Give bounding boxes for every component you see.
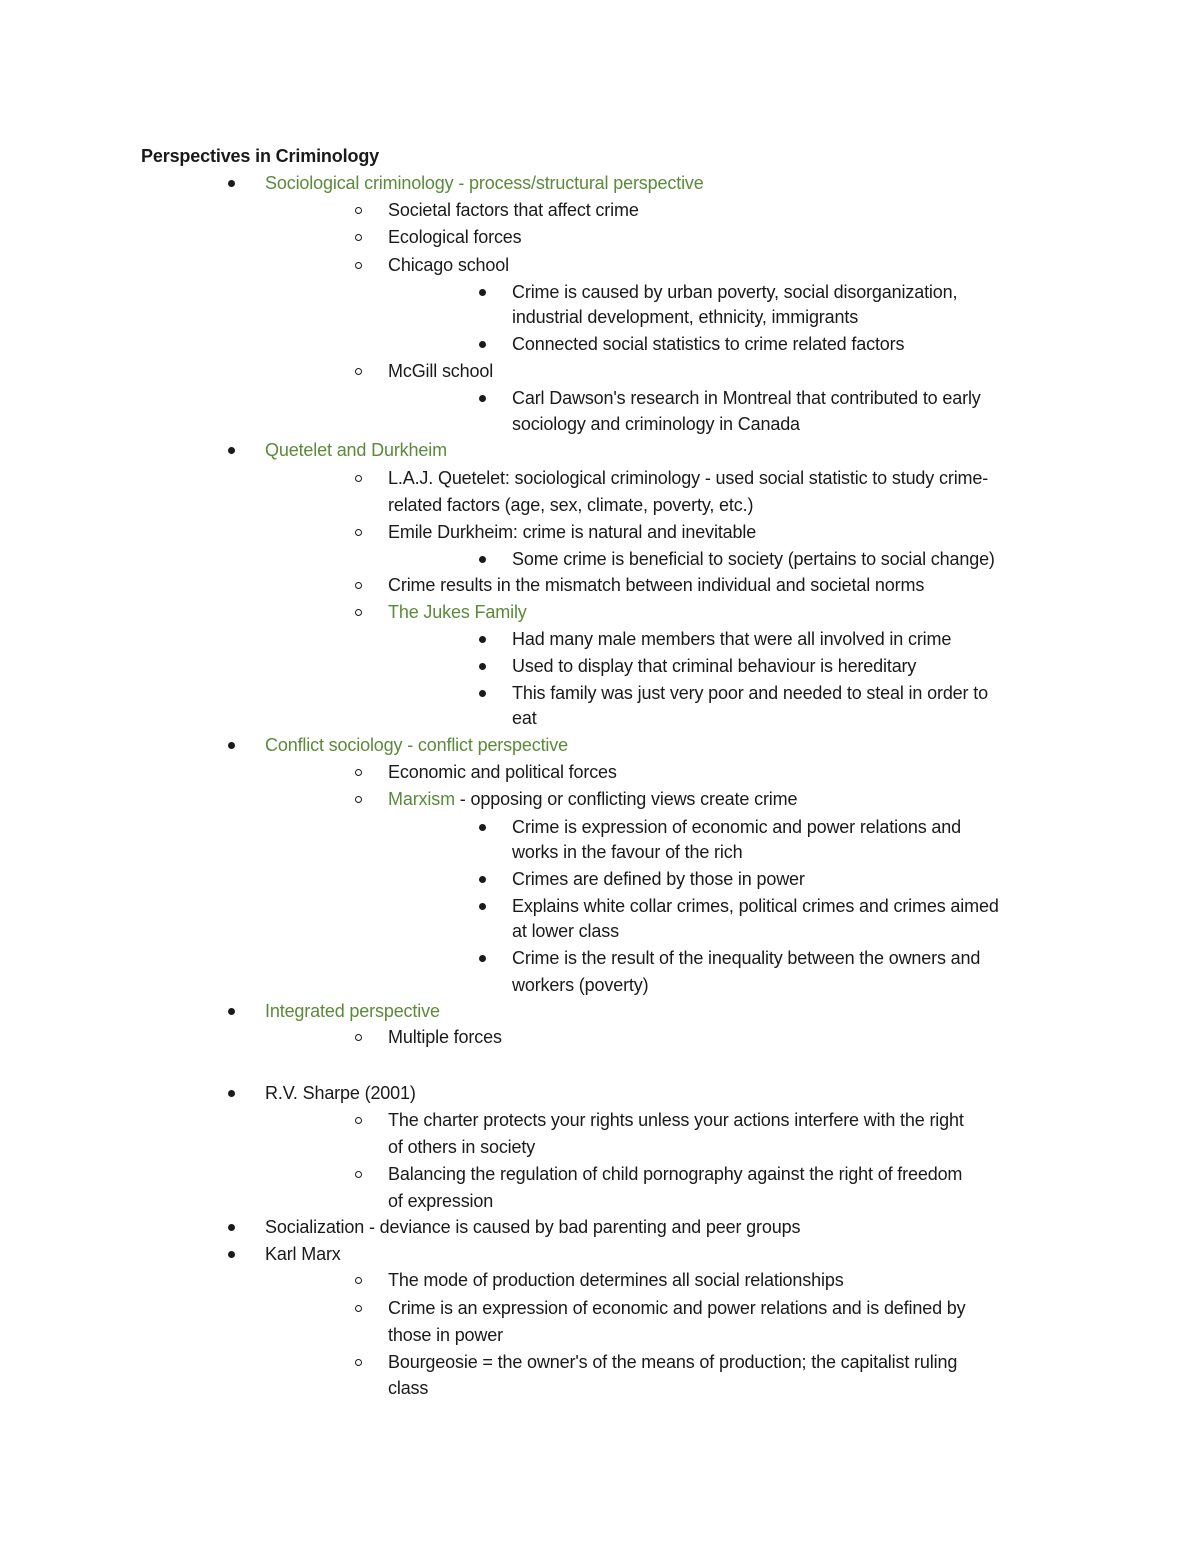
circle-bullet-icon bbox=[355, 609, 362, 616]
list-item-level-3: Crime is expression of economic and power relations and bbox=[512, 817, 961, 837]
list-item-level-3: Crime is the result of the inequality between the owners and bbox=[512, 948, 981, 968]
bullet-icon bbox=[479, 556, 486, 563]
bullet-icon bbox=[228, 1224, 235, 1231]
list-item-level-3: Crimes are defined by those in power bbox=[512, 869, 805, 889]
bullet-icon bbox=[479, 289, 486, 296]
circle-bullet-icon bbox=[355, 1171, 362, 1178]
list-item-level-1: R.V. Sharpe (2001) bbox=[265, 1083, 416, 1103]
circle-bullet-icon bbox=[355, 1277, 362, 1284]
list-item-level-3: Connected social statistics to crime related factors bbox=[512, 334, 905, 354]
list-item-level-3: Carl Dawson's research in Montreal that contributed to early bbox=[512, 388, 981, 408]
list-item-level-2: Multiple forces bbox=[388, 1027, 502, 1047]
list-item-level-2: those in power bbox=[388, 1325, 503, 1345]
circle-bullet-icon bbox=[355, 234, 362, 241]
list-item-level-2: The mode of production determines all social relationships bbox=[388, 1270, 844, 1290]
bullet-icon bbox=[479, 955, 486, 962]
circle-bullet-icon bbox=[355, 769, 362, 776]
text-segment: - opposing or conflicting views create crime bbox=[454, 789, 798, 809]
list-item-level-1: Conflict sociology - conflict perspective bbox=[265, 735, 568, 755]
list-item-level-1: Socialization - deviance is caused by bad parenting and peer groups bbox=[265, 1217, 801, 1237]
bullet-icon bbox=[228, 1008, 235, 1015]
bullet-icon bbox=[228, 180, 235, 187]
list-item-level-2: Crime results in the mismatch between individual and societal norms bbox=[388, 575, 925, 595]
list-item-level-2: Ecological forces bbox=[388, 227, 522, 247]
bullet-icon bbox=[228, 1251, 235, 1258]
bullet-icon bbox=[479, 876, 486, 883]
bullet-icon bbox=[479, 690, 486, 697]
list-item-level-2: Societal factors that affect crime bbox=[388, 200, 639, 220]
bullet-icon bbox=[479, 341, 486, 348]
bullet-icon bbox=[479, 636, 486, 643]
bullet-icon bbox=[228, 1090, 235, 1097]
list-item-level-3: sociology and criminology in Canada bbox=[512, 414, 800, 434]
list-item-level-2: Balancing the regulation of child pornography against the right of freedom bbox=[388, 1164, 963, 1184]
list-item-level-2: The charter protects your rights unless your actions interfere with the right bbox=[388, 1110, 964, 1130]
circle-bullet-icon bbox=[355, 207, 362, 214]
list-item-level-2: Economic and political forces bbox=[388, 762, 617, 782]
list-item-level-2: class bbox=[388, 1378, 429, 1398]
list-item-level-1: Quetelet and Durkheim bbox=[265, 440, 447, 460]
bullet-icon bbox=[479, 663, 486, 670]
list-item-level-1: Sociological criminology - process/structural perspective bbox=[265, 173, 704, 193]
list-item-level-2: of expression bbox=[388, 1191, 494, 1211]
list-item-level-3: Explains white collar crimes, political crimes and crimes aimed bbox=[512, 896, 999, 916]
list-item-level-2: Emile Durkheim: crime is natural and inevitable bbox=[388, 522, 757, 542]
list-item-level-2 bbox=[388, 786, 797, 812]
document-title: Perspectives in Criminology bbox=[141, 146, 380, 166]
circle-bullet-icon bbox=[355, 1117, 362, 1124]
bullet-icon bbox=[228, 447, 235, 454]
circle-bullet-icon bbox=[355, 368, 362, 375]
bullet-icon bbox=[479, 824, 486, 831]
list-item-level-2: related factors (age, sex, climate, poverty, etc.) bbox=[388, 495, 754, 515]
list-item-level-2: L.A.J. Quetelet: sociological criminology - used social statistic to study crime- bbox=[388, 468, 989, 488]
circle-bullet-icon bbox=[355, 262, 362, 269]
text-segment: Marxism bbox=[388, 789, 455, 809]
list-item-level-3: at lower class bbox=[512, 921, 619, 941]
list-item-level-2: The Jukes Family bbox=[388, 602, 527, 622]
circle-bullet-icon bbox=[355, 529, 362, 536]
list-item-level-2: Chicago school bbox=[388, 255, 509, 275]
circle-bullet-icon bbox=[355, 475, 362, 482]
list-item-level-2: Crime is an expression of economic and power relations and is defined by bbox=[388, 1298, 966, 1318]
bullet-icon bbox=[479, 395, 486, 402]
list-item-level-3: workers (poverty) bbox=[512, 975, 649, 995]
list-item-level-3: industrial development, ethnicity, immigrants bbox=[512, 307, 859, 327]
circle-bullet-icon bbox=[355, 1034, 362, 1041]
list-item-level-2: of others in society bbox=[388, 1137, 536, 1157]
list-item-level-3: Some crime is beneficial to society (pertains to social change) bbox=[512, 549, 995, 569]
list-item-level-2: McGill school bbox=[388, 361, 494, 381]
list-item-level-3: works in the favour of the rich bbox=[512, 842, 743, 862]
list-item-level-3: eat bbox=[512, 708, 537, 728]
circle-bullet-icon bbox=[355, 796, 362, 803]
list-item-level-3: Used to display that criminal behaviour is hereditary bbox=[512, 656, 917, 676]
list-item-level-3: Crime is caused by urban poverty, social disorganization, bbox=[512, 282, 958, 302]
circle-bullet-icon bbox=[355, 1305, 362, 1312]
list-item-level-1: Karl Marx bbox=[265, 1244, 341, 1264]
list-item-level-3: This family was just very poor and needed to steal in order to bbox=[512, 683, 988, 703]
list-item-level-1: Integrated perspective bbox=[265, 1001, 440, 1021]
bullet-icon bbox=[228, 742, 235, 749]
bullet-icon bbox=[479, 903, 486, 910]
circle-bullet-icon bbox=[355, 582, 362, 589]
list-item-level-2: Bourgeosie = the owner's of the means of production; the capitalist ruling bbox=[388, 1352, 958, 1372]
circle-bullet-icon bbox=[355, 1359, 362, 1366]
list-item-level-3: Had many male members that were all involved in crime bbox=[512, 629, 952, 649]
